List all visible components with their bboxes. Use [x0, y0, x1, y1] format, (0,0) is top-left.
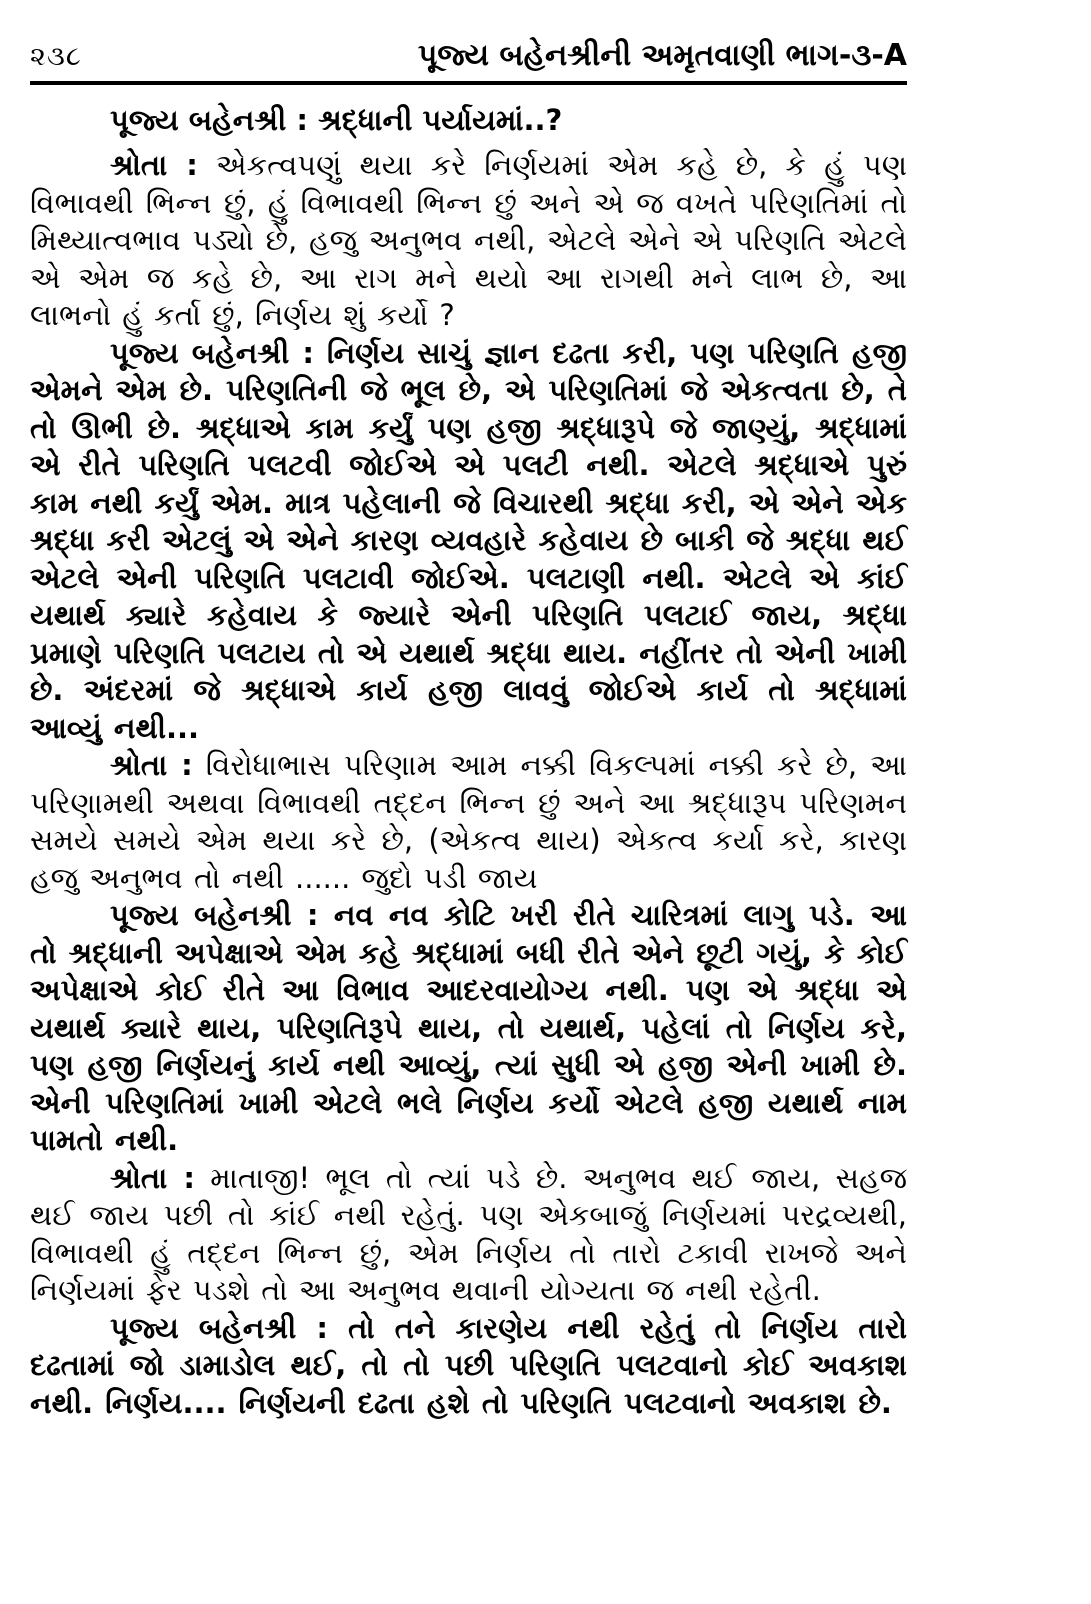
- header-title: પૂજ્ય બહેનશ્રીની અમૃતવાણી ભાગ-૩-A: [417, 38, 907, 73]
- page-number: ૨૩૮: [30, 41, 82, 72]
- paragraph-text: એકત્વપણું થયા કરે નિર્ણયમાં એમ કહે છે, કે હું પણ વિભાવથી ભિન્ન છું, હું વિભાવથી ભિન્ન છું અને એ જ વખતે પરિણતિમાં તો મિથ્યાત્વભાવ પડ્યો છે, હજુ અનુભવ નથી, એટલે એને એ પરિણતિ એટલે એ એમ જ કહે છે, આ રાગ મને થયો આ રાગથી મને લાભ છે, આ લાભનો હું કર્તા છું, નિર્ણય શું કર્યો ?: [30, 148, 907, 332]
- speaker-label: શ્રોતા :: [110, 1160, 195, 1195]
- paragraph-text: નિર્ણય સાચું જ્ઞાન દઢતા કરી, પણ પરિણતિ હજી એમને એમ છે. પરિણતિની જે ભૂલ છે, એ પરિણતિમાં જે એકત્વતા છે, તે તો ઊભી છે. શ્રદ્ધાએ કામ કર્યું પણ હજી શ્રદ્ધારૂપે જે જાણ્યું, શ્રદ્ધામાં એ રીતે પરિણતિ પલટવી જોઈએ એ પલટી નથી. એટલે શ્રદ્ધાએ પુરું કામ નથી કર્યું એમ. માત્ર પહેલાની જે વિચારથી શ્રદ્ધા કરી, એ એને એક શ્રદ્ધા કરી એટલું એ એને કારણ વ્યવહારે કહેવાય છે બાકી જે શ્રદ્ધા થઈ એટલે એની પરિણતિ પલટાવી જોઈએ. પલટાણી નથી. એટલે એ કાંઈ યથાર્થ ક્યારે કહેવાય કે જ્યારે એની પરિણતિ પલટાઈ જાય, શ્રદ્ધા પ્રમાણે પરિણતિ પલટાય તો એ યથાર્થ શ્રદ્ધા થાય. નહીંતર તો એની ખામી છે. અંદરમાં જે શ્રદ્ધાએ કાર્ય હજી લાવવું જોઈએ કાર્ય તો શ્રદ્ધામાં આવ્યું નથી...: [30, 335, 907, 745]
- page-header: [30, 38, 907, 85]
- speaker-label: શ્રોતા :: [110, 748, 193, 782]
- paragraph-text: નવ નવ કોટિ ખરી રીતે ચારિત્રમાં લાગુ પડે. આ તો શ્રદ્ધાની અપેક્ષાએ એમ કહે શ્રદ્ધામાં બધી રીતે એને છૂટી ગયું, કે કોઈ અપેક્ષાએ કોઈ રીતે આ વિભાવ આદરવાયોગ્ય નથી. પણ એ શ્રદ્ધા એ યથાર્થ ક્યારે થાય, પરિણતિરૂપે થાય, તો યથાર્થ, પહેલાં તો નિર્ણય કરે, પણ હજી નિર્ણયનું કાર્ય નથી આવ્યું, ત્યાં સુધી એ હજી એની ખામી છે. એની પરિણતિમાં ખામી એટલે ભલે નિર્ણય કર્યો એટલે હજી યથાર્થ નામ પામતો નથી.: [30, 898, 907, 1157]
- dialogue-paragraph-behenshri-3: [30, 1310, 907, 1423]
- page-body: [30, 147, 907, 1422]
- dialogue-paragraph-listener-3: [30, 1160, 907, 1310]
- speaker-label: પૂજ્ય બહેનશ્રી :: [110, 335, 314, 370]
- dialogue-paragraph-listener-2: [30, 747, 907, 897]
- paragraph-text: વિરોધાભાસ પરિણામ આમ નક્કી વિકલ્પમાં નક્કી કરે છે, આ પરિણામથી અથવા વિભાવથી તદ્દન ભિન્ન છું અને આ શ્રદ્ધારૂપ પરિણમન સમયે સમયે એમ થયા કરે છે, (એકત્વ થાય) એકત્વ કર્યા કરે, કારણ હજુ અનુભવ તો નથી ...... જુદો પડી જાય: [30, 748, 907, 895]
- speaker-label: પૂજ્ય બહેનશ્રી :: [110, 1310, 329, 1345]
- dialogue-paragraph-behenshri-2: [30, 897, 907, 1160]
- section-heading: પૂજ્ય બહેનશ્રી : શ્રદ્ધાની પર્યાયમાં..?: [110, 103, 563, 137]
- paragraph-text: માતાજી! ભૂલ તો ત્યાં પડે છે. અનુભવ થઈ જાય, સહજ થઈ જાય પછી તો કાંઈ નથી રહેતું. પણ એકબાજું નિર્ણયમાં પરદ્રવ્યથી, વિભાવથી હું તદ્દન ભિન્ન છું, એમ નિર્ણય તો તારો ટકાવી રાખજે અને નિર્ણયમાં ફેર પડશે તો આ અનુભવ થવાની યોગ્યતા જ નથી રહેતી.: [30, 1160, 908, 1307]
- paragraph-text: તો તને કારણેય નથી રહેતું તો નિર્ણય તારો દઢતામાં જો ડામાડોલ થઈ, તો તો પછી પરિણતિ પલટવાનો કોઈ અવકાશ નથી. નિર્ણય.... નિર્ણયની દઢતા હશે તો પરિણતિ પલટવાનો અવકાશ છે.: [30, 1310, 907, 1420]
- speaker-label: પૂજ્ય બહેનશ્રી :: [110, 898, 319, 932]
- dialogue-paragraph-listener-1: [30, 147, 907, 335]
- speaker-label: શ્રોતા :: [110, 148, 198, 182]
- dialogue-paragraph-behenshri-1: [30, 335, 907, 748]
